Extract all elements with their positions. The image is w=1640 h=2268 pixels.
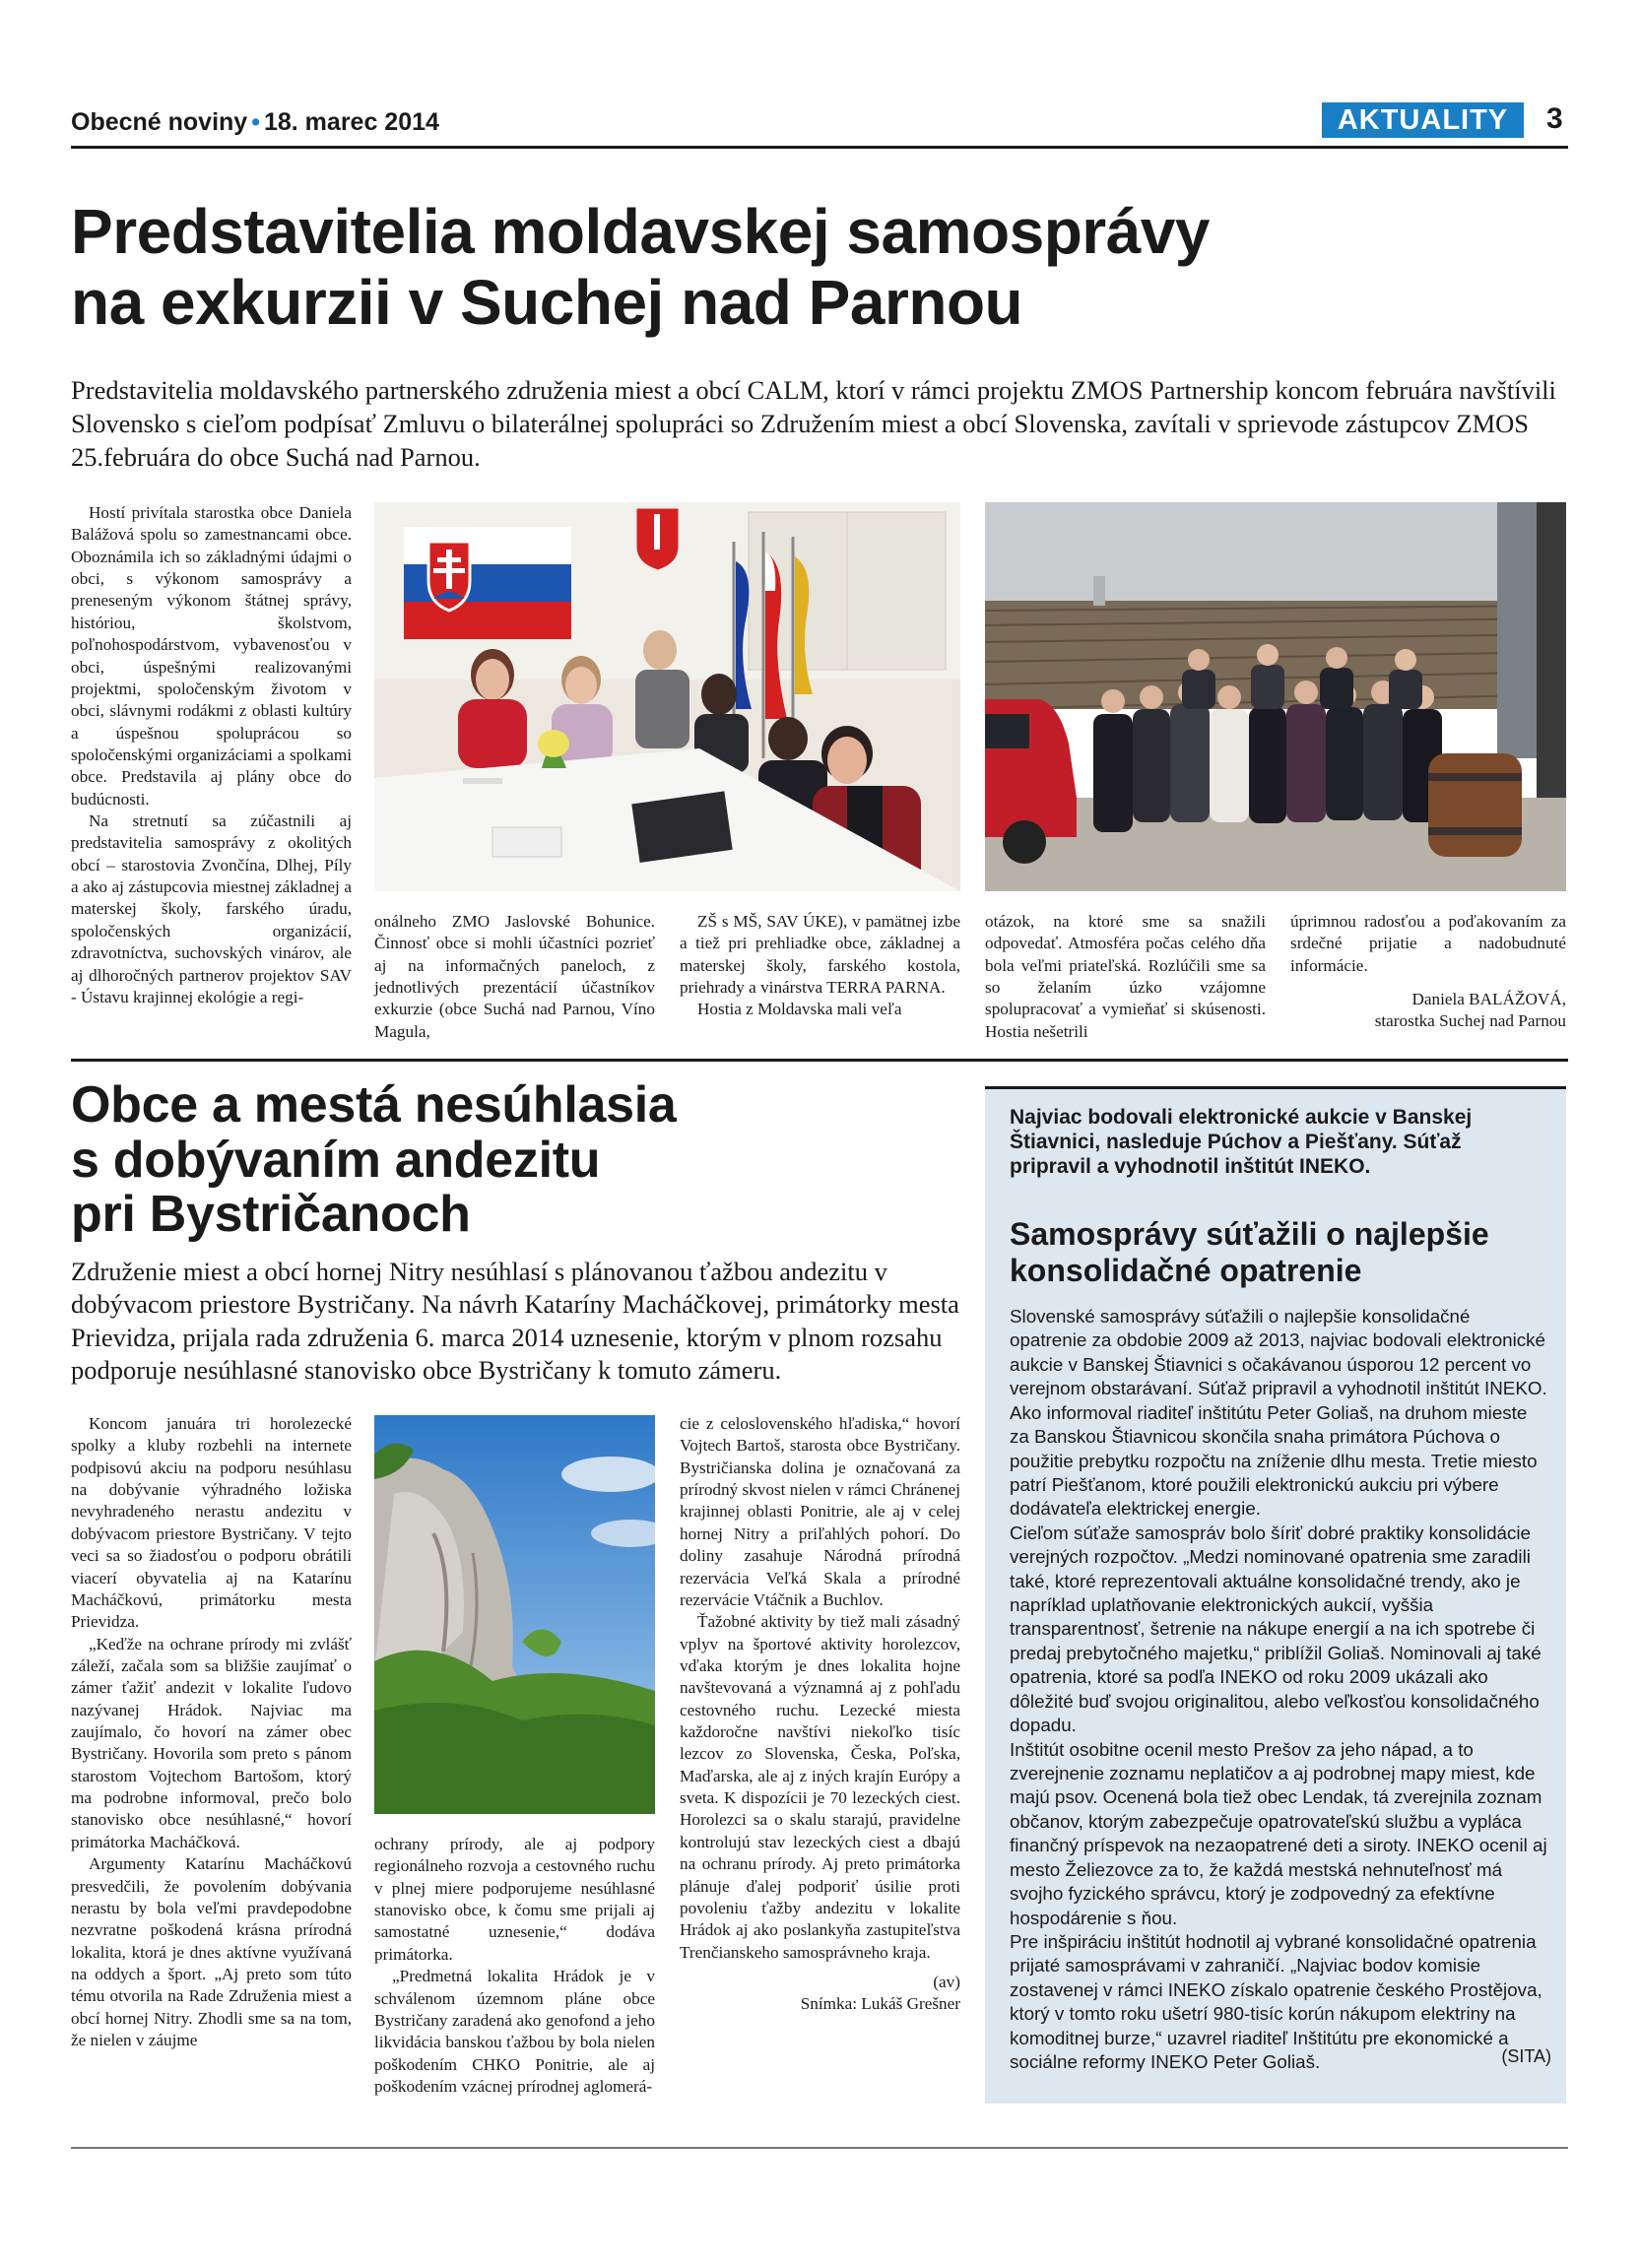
sidebar-paragraph: Ako informoval riaditeľ inštitútu Peter Goliaš, na druhom mieste za Banskou Štiavnicou skončila snaha primátora Púchova o použitie prebytku rozpočtu na zníženie dlhu mesta. Tretie miesto patrí Piešťanom, ktoré použili elektronickú aukciu pri výbere dodávateľa elektrickej energie. xyxy=(1010,1401,1538,1520)
header-rule xyxy=(71,146,1568,149)
article2-paragraph: cie z celoslovenského hľadiska,“ hovorí Vojtech Bartoš, starosta obce Bystričany. Bystričianska dolina je označovaná za prírodný skvost nielen v rámci Chránenej krajinnej oblasti Ponitrie, ale aj v celej hornej Nitry a priľahlých pohorí. Do doliny zasahuje Národná prírodná rezervácia Veľká Skala a prírodné rezervácie Vtáčnik a Buchlov. xyxy=(680,1414,960,1609)
article1-paragraph: otázok, na ktoré sme sa snažili odpovedať. Atmosféra počas celého dňa bola veľmi priateľská. Rozlúčili sme sa so želaním úzko vzájomne spolupracovať a vymieňať si skúsenosti. Hostia nešetrili xyxy=(985,912,1266,1041)
section-label: AKTUALITY xyxy=(1322,102,1524,138)
article1-lead: Predstavitelia moldavského partnerského združenia miest a obcí CALM, ktorí v rámci projektu ZMOS Partnership koncom februára navštívili Slovensko s cieľom podpísať Zmluvu o bilaterálnej spolupráci so Združením miest a obcí Slovenska, zavítali v sprievode zástupcov ZMOS 25.februára do obce Suchá nad Parnou. xyxy=(71,375,1556,472)
article2-paragraph: ochrany prírody, ale aj podpory regionálneho rozvoja a cestovného ruchu v plnej miere podporujeme nesúhlasné stanovisko obce, k čomu sme prijali aj samostatné uznesenie,“ dodáva primátorka. xyxy=(374,1835,655,1964)
article2-headline-line3: pri Bystričanoch xyxy=(71,1186,471,1244)
article2-paragraph: Argumenty Katarínu Macháčkovú presvedčili, že povolením dobývania nerastu by bola veľmi pravdepodobne nezvratne poškodená krásna prírodná lokalita, ktorá je dnes aktívne využívaná na oddych a šport. „Aj preto som túto tému otvorila na Rade Združenia miest a obcí hornej Nitry. Zhodli sme sa na tom, že nielen v záujme xyxy=(71,1854,352,2050)
article2-paragraph: „Keďže na ochrane prírody mi zvlášť záleží, začala som sa bližšie zaujímať o zámer ťažiť andezit v lokalite ľudovo nazývanej Hrádok. Najviac ma zaujímalo, čo hovorí na zámer obec Bystričany. Hovorila som preto s pánom starostom Vojtechom Bartošom, ktorý ma podrobne informoval, prečo bolo stanovisko obce nesúhlasné,“ hovorí primátorka Macháčková. xyxy=(71,1634,352,1851)
sidebar-paragraph: Pre inšpiráciu inštitút hodnotil aj vybrané konsolidačné opatrenia prijaté samosprávami v zahraničí. „Najviac bodov komisie zostavenej v rámci INEKO získalo opatrenie českého Prostějova, ktorý v tomto roku ušetrí 980-tisíc korún nákupom elektriny na komoditnej burze,“ uzavrel riaditeľ Inštitútu pre ekonomické a sociálne reformy INEKO Peter Goliaš. xyxy=(1010,1930,1542,2073)
author-role: starostka Suchej nad Parnou xyxy=(1374,1011,1566,1031)
meeting-photo xyxy=(374,502,960,891)
sidebar-kicker: Najviac bodovali elektronické aukcie v Banskej Štiavnici, nasleduje Púchov a Piešťany. Súťaž pripravil a vyhodnotil inštitút INEKO. xyxy=(1010,1106,1473,1179)
article2-byline: (av) xyxy=(933,1972,960,1991)
article2-column-3 xyxy=(680,1413,960,2016)
article1-headline xyxy=(71,197,1568,338)
article2-column-2 xyxy=(374,1834,655,2098)
article1-column-4 xyxy=(985,911,1266,1043)
article2-headline xyxy=(71,1078,938,1243)
page-number: 3 xyxy=(1546,102,1563,135)
article1-column-5 xyxy=(1290,911,1566,1033)
sidebar-paragraph: Cieľom súťaže samospráv bolo šíriť dobré praktiky konsolidácie verejných rozpočtov. „Medzi nominované opatrenia sme zaradili také, ktoré reprezentovali aktuálne konsolidačné trendy, ako je napríklad uplatňovanie elektronických aukcií, vyššia transparentnosť, šetrenie na nákupe energií a na ich spotrebe či predaj prebytočného majetku,“ priblížil Goliaš. Nominovali aj také opatrenia, ktoré sa podľa INEKO od roku 2009 ukázali ako dôležité buď svojou originalitou, alebo veľkosťou konsolidačného dopadu. xyxy=(1010,1522,1542,1736)
article2-headline-line2: s dobývaním andezitu xyxy=(71,1131,601,1189)
article1-paragraph: onálneho ZMO Jaslovské Bohunice. Činnosť obce si mohli účastníci pozrieť aj na informačných paneloch, z jednotlivých prezentácií účastníkov exkurzie (obce Suchá nad Parnou, Víno Magula, xyxy=(374,912,655,1041)
article2-headline-line1: Obce a mestá nesúhlasia xyxy=(71,1076,677,1134)
article1-signature xyxy=(1290,989,1566,1033)
sidebar-headline: Samosprávy súťažili o najlepšie konsolidačné opatrenie xyxy=(1010,1216,1489,1288)
bullet-separator: • xyxy=(251,108,260,136)
article1-headline-line2: na exkurzii v Suchej nad Parnou xyxy=(71,266,1023,338)
publication-name: Obecné noviny xyxy=(71,108,248,136)
sidebar-paragraph: Inštitút osobitne ocenil mesto Prešov za jeho nápad, a to zverejnenie zoznamu neplatičov a aj podrobnej mapy miest, kde majú psov. Ocenená bola tiež obec Lendak, tá zverejnila zoznam občanov, ktorým zabezpečuje opatrovateľskú službu a vypláca finančný príspevok na nezaopatrené deti a siroty. INEKO ocenil aj mesto Želiezovce za to, že každá mestská nehnuteľnosť má svojho fyzického správcu, ktorý je zodpovedný za efektívne hospodárenie s ňou. xyxy=(1010,1738,1547,1928)
sidebar-body xyxy=(1010,1305,1551,2075)
masthead xyxy=(71,108,439,137)
section-rule xyxy=(71,1059,1568,1062)
article1-paragraph: Na stretnutí sa zúčastnili aj predstavitelia samosprávy z okolitých obcí – starostovia Zvončína, Dlhej, Píly a ako aj zástupcovia miestnej základnej a materskej školy, farského úradu, spoločenských organizácií, zdravotníctva, suchovských vinárov, ale aj dlhoročných partnerov projektov SAV - Ústavu krajinnej ekológie a regi- xyxy=(71,811,352,1006)
article1-paragraph: úprimnou radosťou a poďakovaním za srdečné prijatie a nadobudnuté informácie. xyxy=(1290,912,1566,975)
article2-paragraph: Koncom januára tri horolezecké spolky a kluby rozbehli na internete podpisovú akciu na podporu nesúhlasu na dobývanie výhradného ložiska nevyhradeného nerastu andezitu v dobývacom priestore Bystričany. V tejto veci sa so žiadosťou o podporu obrátili viacerí obyvatelia aj na Katarínu Macháčkovú, primátorku mesta Prievidza. xyxy=(71,1414,352,1632)
article1-column-1 xyxy=(71,502,352,1008)
article2-paragraph: „Predmetná lokalita Hrádok je v schválenom územnom pláne obce Bystričany zaradená ako genofond a jeho likvidácia banskou ťažbou by bola nielen poškodením CHKO Ponitrie, ale aj poškodením vzácnej prírodnej aglomerá- xyxy=(374,1967,655,2096)
sidebar-paragraph: Slovenské samosprávy súťažili o najlepšie konsolidačné opatrenie za obdobie 2009 až 2013, najviac bodovali elektronické aukcie v Banskej Štiavnici s očakávanou úsporou 12 percent vo verejnom obstarávaní. Súťaž pripravil a vyhodnotil inštitút INEKO. xyxy=(1010,1306,1547,1399)
footer-rule xyxy=(71,2147,1568,2149)
group-vineyard-photo xyxy=(985,502,1566,891)
photo-credit: Snímka: Lukáš Grešner xyxy=(800,1994,960,2014)
article2-column-1 xyxy=(71,1413,352,2051)
article1-paragraph: Hostia z Moldavska mali veľa xyxy=(697,1000,902,1019)
author-name: Daniela BALÁŽOVÁ, xyxy=(1411,990,1566,1009)
article1-paragraph: Hostí privítala starostka obce Daniela Balážová spolu so zamestnancami obce. Oboznámila ich so základnými údajmi o obci, s výkonom samosprávy a preneseným výkonom štátnej správy, históriou, školstvom, poľnohospodárstvom, vybavenosťou v obci, úspešnými realizovanými projektmi, spoločenským životom v obci, slávnymi rodákmi z oblasti kultúry a úspešnou spoluprácou so spoločenskými organizáciami a spolkami obce. Predstavila aj plány obce do budúcnosti. xyxy=(71,503,352,809)
article1-headline-line1: Predstavitelia moldavskej samosprávy xyxy=(71,196,1210,267)
article1-paragraph: ZŠ s MŠ, SAV ÚKE), v pamätnej izbe a tiež pri prehliadke obce, základnej a materskej školy, farského kostola, priehrady a vinárstva TERRA PARNA. xyxy=(680,912,960,998)
article1-column-2 xyxy=(374,911,655,1043)
rock-cliff-photo xyxy=(374,1415,655,1814)
issue-date: 18. marec 2014 xyxy=(263,108,439,136)
article1-column-3 xyxy=(680,911,960,1021)
article2-paragraph: Ťažobné aktivity by tiež mali zásadný vplyv na športové aktivity horolezcov, vďaka ktorým je dnes lokalita hojne navštevovaná a významná aj z pohľadu cestovného ruchu. Lezecké miesta každoročne navštívi niekoľko tisíc lezcov zo Slovenska, Česka, Poľska, Maďarska, ale aj z iných krajín Európy a sveta. K dispozícii je 70 lezeckých ciest. Horolezci sa o skalu starajú, pravidelne kontrolujú stav lezeckých ciest a dbajú na ochranu prírody. Aj preto primátorka plánuje ďalej podporiť úsilie proti povoleniu ťažby andezitu v lokalite Hrádok aj ako poslankyňa zastupiteľstva Trenčianskeho samosprávneho kraja. xyxy=(680,1612,960,1962)
sidebar-source: (SITA) xyxy=(1501,2046,1551,2066)
article2-lead: Združenie miest a obcí hornej Nitry nesúhlasí s plánovanou ťažbou andezitu v dobývacom priestore Bystričany. Na návrh Kataríny Macháčkovej, primátorky mesta Prievidza, prijala rada združenia 6. marca 2014 uznesenie, ktorým v plnom rozsahu podporuje nesúhlasné stanovisko obce Bystričany k tomuto zámeru. xyxy=(71,1257,959,1386)
